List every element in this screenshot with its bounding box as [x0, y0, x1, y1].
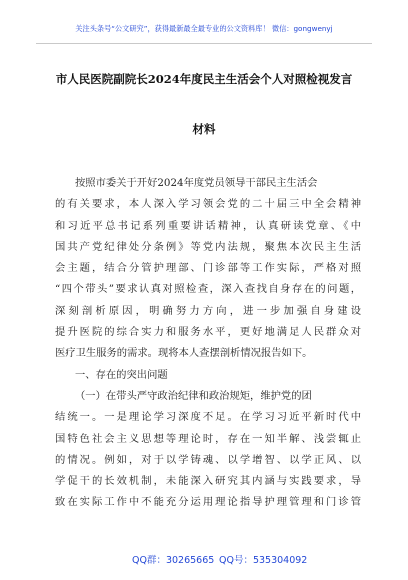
footer-qq-group: QQ群：30265665: [132, 555, 215, 566]
body-line: 提升医院的综合实力和服务水平，更好地满足人民群众对: [55, 326, 361, 339]
footer-qq-number: QQ号：535304092: [219, 555, 308, 566]
document-body: [55, 173, 361, 514]
body-line: 国共产党纪律处分条例》等党内法规，聚焦本次民主生活: [55, 240, 361, 253]
document-title-continued: 材料: [192, 122, 216, 136]
body-line: 和习近平总书记系列重要讲话精神，认真研读党章、《中: [55, 219, 361, 232]
header-promo-text: 关注头条号“公文研究”，获得最新最全最专业的公文资料库！ 微信：gongwenyj: [75, 24, 333, 33]
body-line: 会主题，结合分管护理部、门诊部等工作实际，严格对照: [55, 262, 361, 275]
body-line: 致在实际工作中不能充分运用理论指导护理管理和门诊管: [55, 496, 361, 509]
section-heading: 一、存在的突出问题: [75, 368, 168, 381]
body-line: 国特色社会主义思想等理论时，存在一知半解、浅尝辄止: [55, 432, 361, 445]
body-line: 的情况。例如，对于以学铸魂、以学增智、以学正风、以: [55, 453, 361, 466]
header-divider: [36, 43, 372, 44]
body-line: 按照市委关于开好2024年度党员领导干部民主生活会: [75, 177, 318, 189]
body-line: 学促干的长效机制，未能深入研究其内涵与实践要求，导: [55, 475, 361, 488]
body-line: （一）在带头严守政治纪律和政治规矩，维护党的团: [75, 389, 312, 402]
body-line: “四个带头”要求认真对照检查，深入查找自身存在的问题，: [55, 283, 361, 296]
body-line: 深刻剖析原因，明确努力方向，进一步加强自身建设: [55, 304, 361, 317]
footer-contact: [0, 554, 408, 568]
body-line: 结统一。一是理论学习深度不足。在学习习近平新时代中: [55, 411, 361, 424]
body-line: 医疗卫生服务的需求。现将本人查摆剖析情况报告如下。: [55, 347, 313, 360]
body-line: 的有关要求，本人深入学习领会党的二十届三中全会精神: [55, 198, 361, 211]
document-title: 市人民医院副院长2024年度民主生活会个人对照检视发言: [55, 72, 353, 86]
